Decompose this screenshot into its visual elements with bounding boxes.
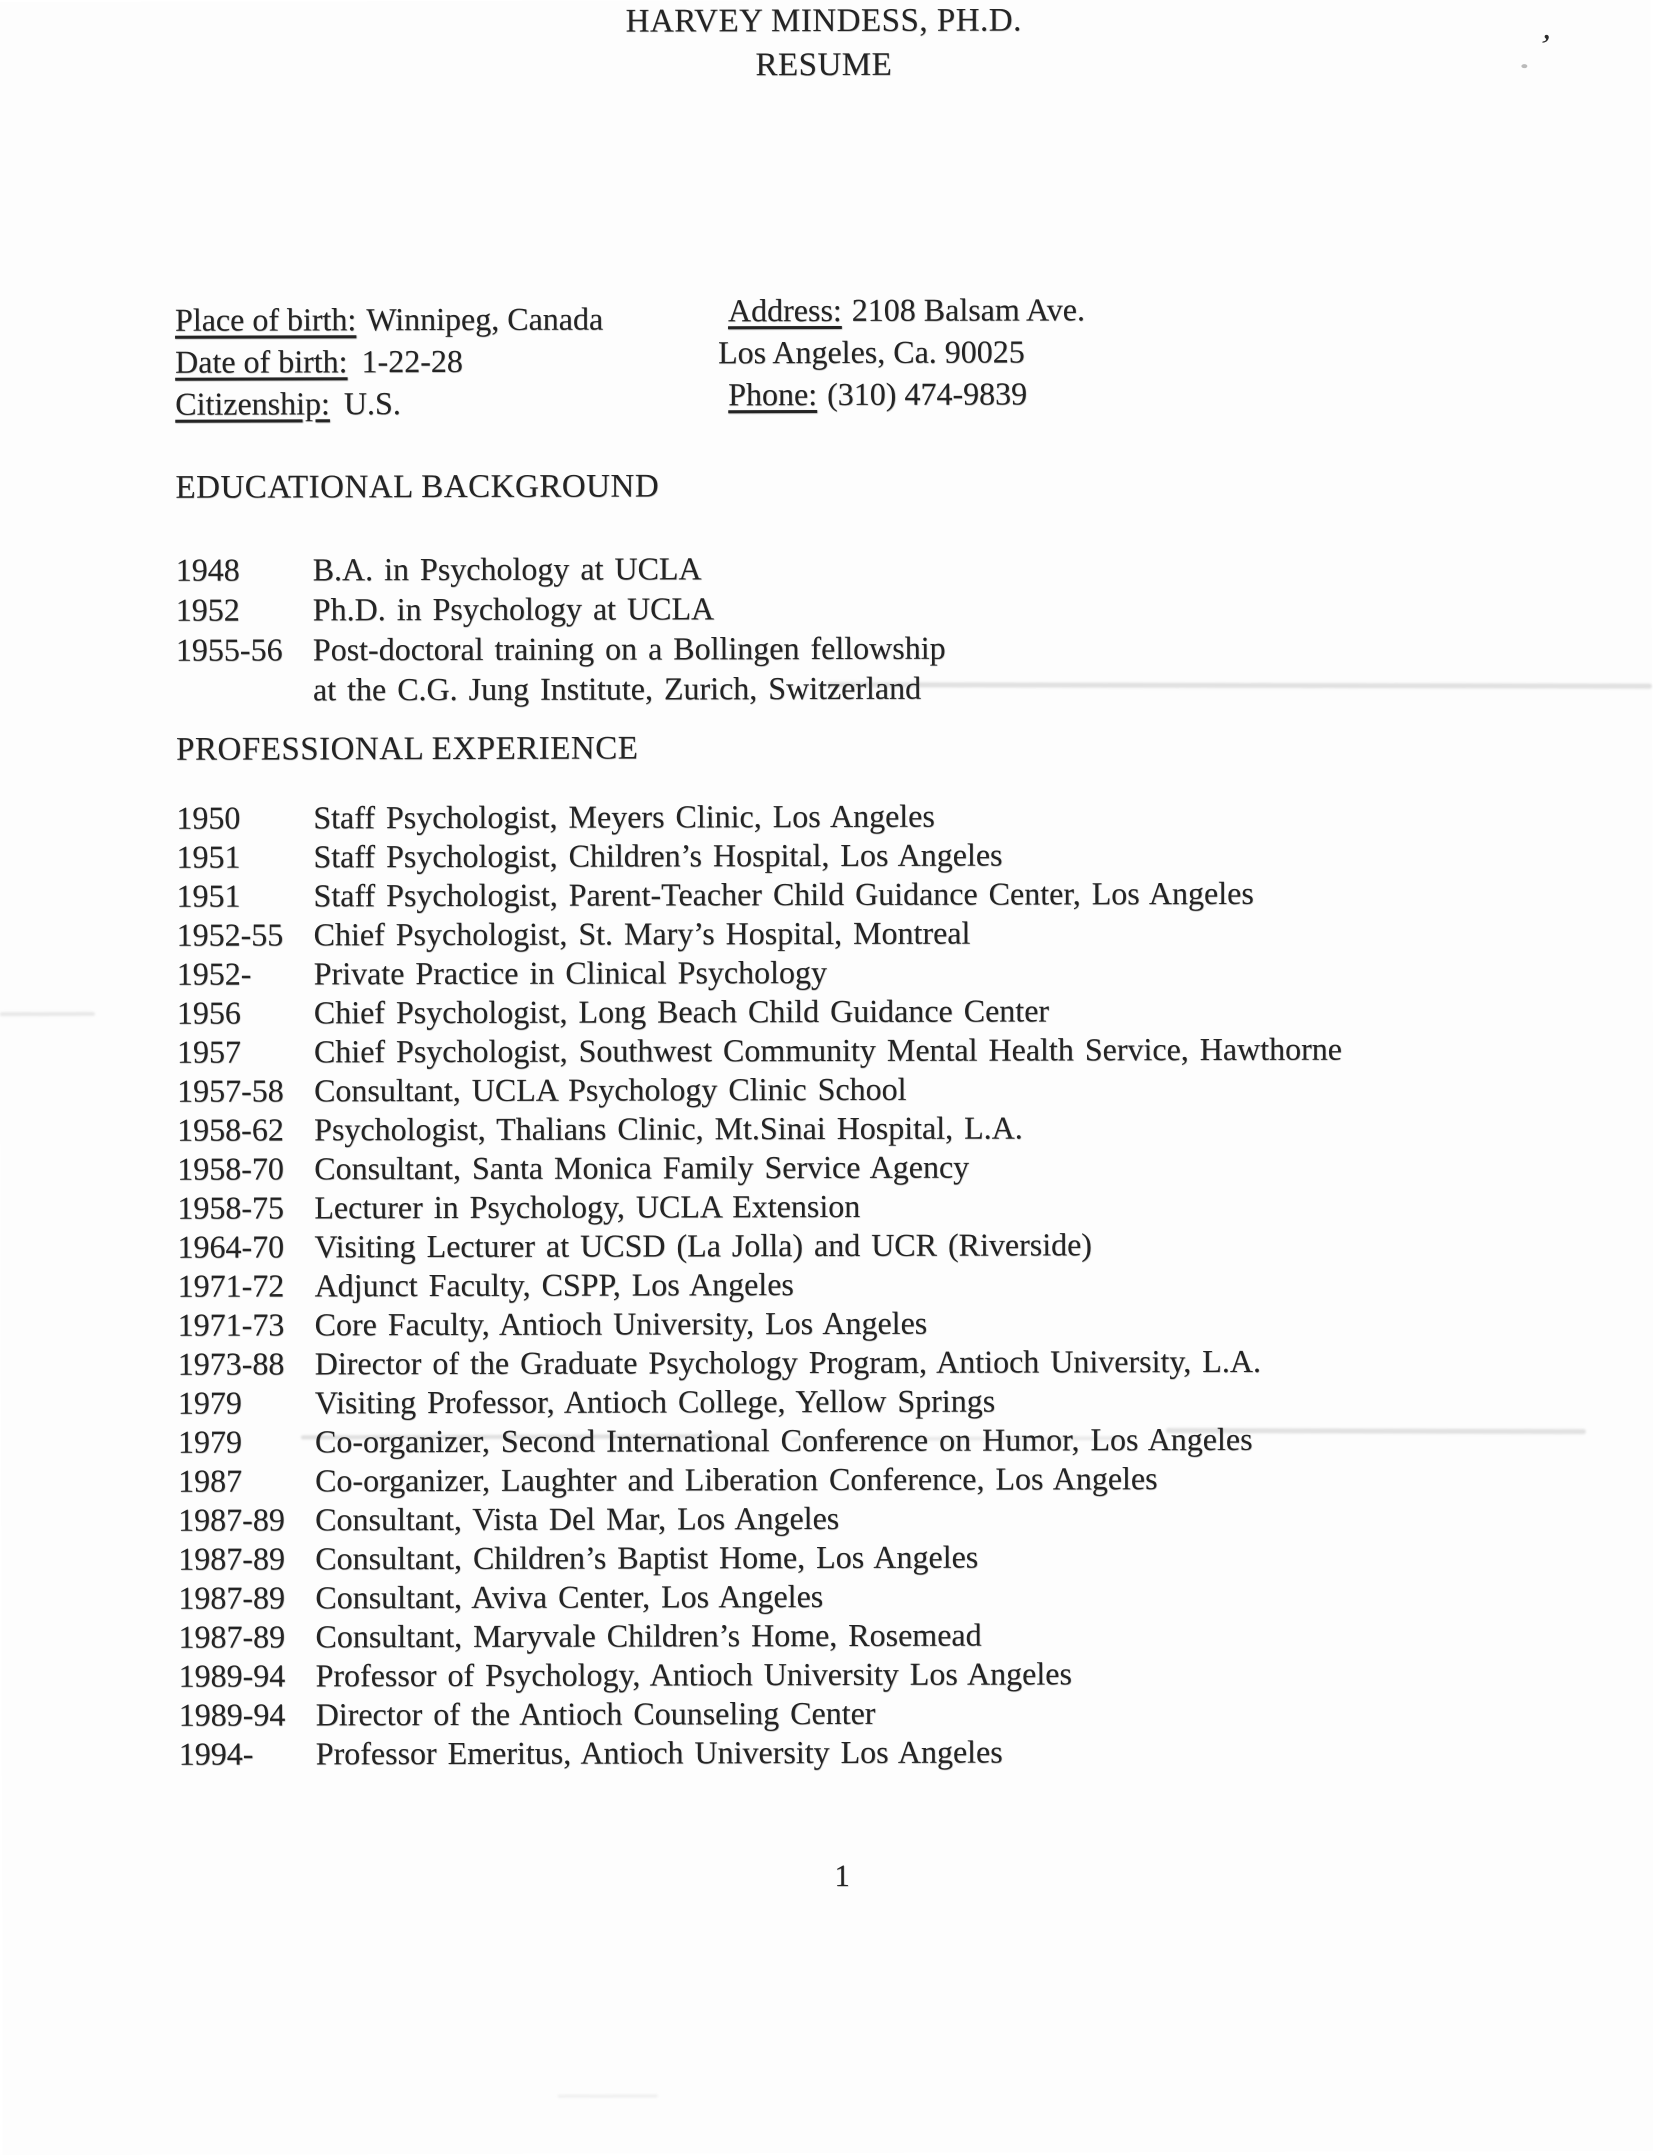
experience-description: Staff Psychologist, Parent-Teacher Child Guidance Center, Los Angeles (313, 875, 1253, 913)
education-years: 1955-56 (176, 629, 313, 669)
education-years: 1948 (176, 549, 313, 589)
experience-years: 1958-70 (177, 1149, 314, 1188)
experience-years: 1979 (178, 1383, 315, 1422)
phone-value: (310) 474-9839 (827, 375, 1027, 412)
citizenship-row (175, 382, 603, 425)
citizenship-label: Citizenship: (175, 385, 330, 421)
experience-row (178, 1381, 1343, 1423)
experience-description: Psychologist, Thalians Clinic, Mt.Sinai Hospital, L.A. (314, 1109, 1023, 1147)
scan-streak (558, 2094, 658, 2097)
experience-description: Consultant, Aviva Center, Los Angeles (315, 1578, 823, 1615)
experience-description: Staff Psychologist, Children’s Hospital, Los Angeles (313, 837, 1002, 875)
experience-row (178, 1420, 1343, 1462)
date-of-birth-label: Date of birth: (175, 343, 347, 379)
experience-description: Chief Psychologist, St. Mary’s Hospital, Montreal (314, 915, 971, 953)
address-label: Address: (728, 292, 842, 328)
education-list (176, 548, 946, 710)
experience-row (178, 1615, 1343, 1657)
experience-description: Staff Psychologist, Meyers Clinic, Los Angeles (313, 798, 935, 836)
experience-row (178, 1342, 1343, 1384)
place-of-birth-row (175, 298, 603, 341)
experience-row (177, 991, 1342, 1033)
experience-years: 1951 (176, 876, 313, 915)
experience-row (178, 1498, 1343, 1540)
title-block (0, 0, 1650, 88)
experience-description: Consultant, Vista Del Mar, Los Angeles (315, 1500, 839, 1537)
experience-years: 1987 (178, 1461, 315, 1500)
education-description: at the C.G. Jung Institute, Zurich, Switzerland (313, 670, 921, 708)
experience-row (177, 1186, 1342, 1228)
ink-speck-icon: ʼ (1534, 27, 1554, 67)
experience-description: Co-organizer, Laughter and Liberation Conference, Los Angeles (315, 1460, 1158, 1498)
personal-info-right (728, 288, 1085, 415)
experience-years: 1951 (176, 837, 313, 876)
experience-years: 1971-73 (178, 1305, 315, 1344)
education-row (176, 628, 946, 670)
experience-years: 1971-72 (177, 1266, 314, 1305)
citizenship-value: U.S. (344, 385, 401, 421)
experience-description: Director of the Antioch Counseling Center (316, 1695, 876, 1732)
experience-description: Visiting Lecturer at UCSD (La Jolla) and UCR (Riverside) (314, 1226, 1092, 1264)
experience-years: 1989-94 (179, 1695, 316, 1734)
experience-years: 1987-89 (178, 1617, 315, 1656)
experience-row (176, 796, 1341, 838)
experience-description: Core Faculty, Antioch University, Los Angeles (315, 1305, 928, 1343)
experience-list (176, 796, 1344, 1774)
experience-row (177, 913, 1342, 955)
experience-row (178, 1303, 1343, 1345)
scan-streak (0, 1012, 95, 1016)
experience-row (177, 1108, 1342, 1150)
experience-years: 1979 (178, 1422, 315, 1461)
experience-years: 1952-55 (177, 915, 314, 954)
experience-years: 1973-88 (178, 1344, 315, 1383)
place-of-birth-label: Place of birth: (175, 301, 356, 337)
experience-years: 1989-94 (179, 1656, 316, 1695)
experience-description: Chief Psychologist, Long Beach Child Guidance Center (314, 992, 1049, 1030)
experience-years: 1952- (177, 954, 314, 993)
experience-description: Adjunct Faculty, CSPP, Los Angeles (314, 1266, 793, 1303)
date-of-birth-row (175, 340, 603, 383)
experience-years: 1957-58 (177, 1071, 314, 1110)
experience-description: Lecturer in Psychology, UCLA Extension (314, 1188, 860, 1225)
experience-row (177, 1264, 1342, 1306)
experience-description: Chief Psychologist, Southwest Community Mental Health Service, Hawthorne (314, 1031, 1342, 1070)
education-row-continuation (176, 668, 946, 710)
education-years: 1952 (176, 589, 313, 629)
experience-years: 1994- (179, 1734, 316, 1773)
experience-description: Visiting Professor, Antioch College, Yellow Springs (315, 1383, 995, 1421)
experience-years: 1987-89 (178, 1500, 315, 1539)
experience-years: 1950 (176, 798, 313, 837)
experience-row (179, 1654, 1344, 1696)
experience-description: Consultant, Children’s Baptist Home, Los Angeles (315, 1539, 978, 1577)
document-subtitle: RESUME (0, 42, 1650, 88)
experience-row (177, 952, 1342, 994)
education-description: B.A. in Psychology at UCLA (313, 550, 702, 587)
experience-row (176, 835, 1341, 877)
experience-row (177, 1225, 1342, 1267)
education-row (176, 548, 946, 590)
phone-row (728, 372, 1085, 415)
experience-description: Professor Emeritus, Antioch University Los Angeles (316, 1734, 1003, 1772)
experience-description: Consultant, Maryvale Children’s Home, Rosemead (315, 1617, 981, 1655)
scan-streak (827, 682, 1652, 688)
experience-years: 1958-62 (177, 1110, 314, 1149)
experience-years: 1964-70 (177, 1227, 314, 1266)
date-of-birth-value: 1-22-28 (361, 343, 462, 379)
education-heading: EDUCATIONAL BACKGROUND (175, 466, 659, 507)
experience-row (177, 1030, 1342, 1072)
phone-label: Phone: (728, 376, 817, 412)
page-number: 1 (2, 1856, 1653, 1896)
address-line2: Los Angeles, Ca. 90025 (718, 330, 1075, 373)
experience-row (176, 874, 1341, 916)
experience-years: 1958-75 (177, 1188, 314, 1227)
experience-row (178, 1576, 1343, 1618)
experience-description: Director of the Graduate Psychology Program, Antioch University, L.A. (315, 1343, 1261, 1381)
address-row (728, 288, 1085, 331)
experience-description: Consultant, Santa Monica Family Service Agency (314, 1149, 969, 1187)
experience-row (177, 1069, 1342, 1111)
experience-row (178, 1537, 1343, 1579)
experience-row (179, 1732, 1344, 1774)
experience-years: 1957 (177, 1032, 314, 1071)
education-description: Ph.D. in Psychology at UCLA (313, 590, 714, 627)
experience-description: Private Practice in Clinical Psychology (314, 954, 827, 991)
education-row (176, 588, 946, 630)
education-description: Post-doctoral training on a Bollingen fellowship (313, 630, 946, 668)
experience-description: Co-organizer, Second International Conference on Humor, Los Angeles (315, 1421, 1253, 1459)
experience-row (179, 1693, 1344, 1735)
experience-heading: PROFESSIONAL EXPERIENCE (176, 728, 638, 769)
experience-description: Professor of Psychology, Antioch University Los Angeles (316, 1655, 1072, 1693)
document-title: HARVEY MINDESS, PH.D. (0, 0, 1650, 44)
place-of-birth-value: Winnipeg, Canada (366, 301, 603, 338)
experience-years: 1956 (177, 993, 314, 1032)
experience-row (178, 1459, 1343, 1501)
experience-description: Consultant, UCLA Psychology Clinic School (314, 1071, 907, 1109)
experience-years: 1987-89 (178, 1578, 315, 1617)
experience-years: 1987-89 (178, 1539, 315, 1578)
personal-info-left (175, 298, 603, 425)
address-value: 2108 Balsam Ave. (852, 291, 1085, 328)
experience-row (177, 1147, 1342, 1189)
